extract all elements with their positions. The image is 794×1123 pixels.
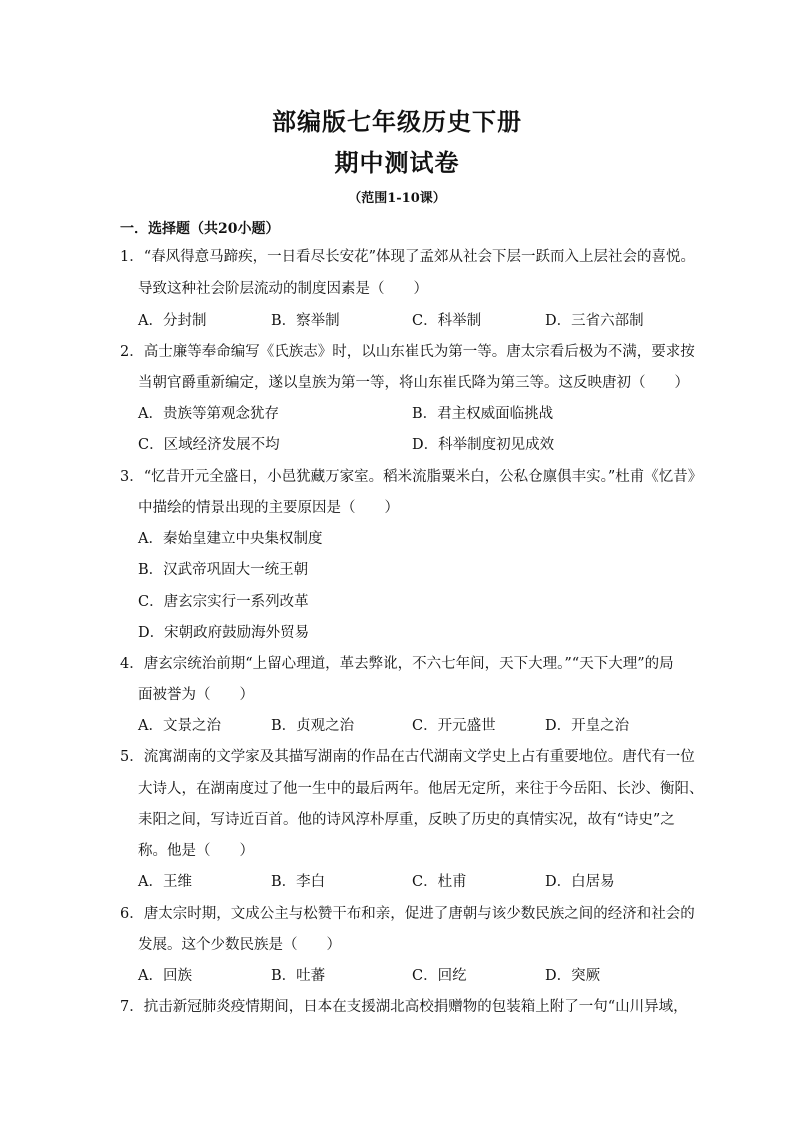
question-1-option-a[interactable]: A．分封制 bbox=[138, 313, 207, 329]
page-subtitle: 期中测试卷 bbox=[334, 148, 460, 177]
question-3-option-d[interactable]: D．宋朝政府鼓励海外贸易 bbox=[138, 625, 310, 641]
question-2-option-c[interactable]: C．区域经济发展不均 bbox=[138, 437, 280, 453]
question-5-line-3: 耒阳之间，写诗近百首。他的诗风淳朴厚重，反映了历史的真情实况，故有“诗史”之 bbox=[138, 812, 675, 828]
question-1-line-2: 导致这种社会阶层流动的制度因素是（ ） bbox=[138, 281, 428, 297]
question-3-option-b[interactable]: B．汉武帝巩固大一统王朝 bbox=[138, 562, 309, 578]
question-4-option-d[interactable]: D．开皇之治 bbox=[545, 718, 630, 734]
question-7-line-1: 7．抗击新冠肺炎疫情期间，日本在支援湖北高校捐赠物的包装箱上附了一句“山川异域， bbox=[120, 999, 688, 1015]
question-5-line-2: 大诗人，在湖南度过了他一生中的最后两年。他居无定所，来往于今岳阳、长沙、衡阳、 bbox=[138, 781, 704, 797]
question-1-option-b[interactable]: B．察举制 bbox=[271, 313, 340, 329]
question-1-option-d[interactable]: D．三省六部制 bbox=[545, 313, 644, 329]
question-4-option-a[interactable]: A．文景之治 bbox=[138, 718, 221, 734]
question-6-option-a[interactable]: A．回族 bbox=[138, 968, 192, 984]
question-1-line-1: 1．“春风得意马蹄疾，一日看尽长安花”体现了孟郊从社会下层一跃而入上层社会的喜悦。 bbox=[120, 249, 696, 265]
question-5-option-c[interactable]: C．杜甫 bbox=[412, 874, 467, 890]
question-3-line-1: 3．“忆昔开元全盛日，小邑犹藏万家室。稻米流脂粟米白，公私仓廪俱丰实。”杜甫《忆昔》 bbox=[120, 469, 703, 485]
page-title: 部编版七年级历史下册 bbox=[272, 107, 522, 136]
question-1-option-c[interactable]: C．科举制 bbox=[412, 313, 482, 329]
question-6-option-c[interactable]: C．回纥 bbox=[412, 968, 467, 984]
question-5-option-a[interactable]: A．王维 bbox=[138, 874, 192, 890]
question-4-line-2: 面被誉为（ ） bbox=[138, 687, 254, 703]
question-5-option-d[interactable]: D．白居易 bbox=[545, 874, 615, 890]
question-5-option-b[interactable]: B．李白 bbox=[271, 874, 326, 890]
question-2-option-b[interactable]: B．君主权威面临挑战 bbox=[412, 406, 554, 422]
question-2-line-1: 2．高士廉等奉命编写《氏族志》时，以山东崔氏为第一等。唐太宗看后极为不满，要求按 bbox=[120, 344, 695, 360]
question-2-option-d[interactable]: D．科举制度初见成效 bbox=[412, 437, 555, 453]
question-4-line-1: 4．唐玄宗统治前期“上留心理道，革去弊讹，不六七年间，天下大理。”“天下大理”的局 bbox=[120, 656, 674, 672]
question-5-line-4: 称。他是（ ） bbox=[138, 843, 254, 859]
question-2-line-2: 当朝官爵重新编定，遂以皇族为第一等，将山东崔氏降为第三等。这反映唐初（ ） bbox=[138, 375, 689, 391]
question-3-line-2: 中描绘的情景出现的主要原因是（ ） bbox=[138, 500, 399, 516]
question-6-option-b[interactable]: B．吐蕃 bbox=[271, 968, 326, 984]
question-2-option-a[interactable]: A．贵族等第观念犹存 bbox=[138, 406, 279, 422]
question-4-option-b[interactable]: B．贞观之治 bbox=[271, 718, 355, 734]
question-3-option-c[interactable]: C．唐玄宗实行一系列改革 bbox=[138, 594, 309, 610]
question-6-line-1: 6．唐太宗时期，文成公主与松赞干布和亲，促进了唐朝与该少数民族之间的经济和社会的 bbox=[120, 906, 695, 922]
exam-range: （范围1-10课） bbox=[348, 191, 446, 206]
question-4-option-c[interactable]: C．开元盛世 bbox=[412, 718, 496, 734]
question-5-line-1: 5．流寓湖南的文学家及其描写湖南的作品在古代湖南文学史上占有重要地位。唐代有一位 bbox=[120, 749, 695, 765]
section-heading: 一．选择题（共20小题） bbox=[120, 221, 280, 237]
question-6-option-d[interactable]: D．突厥 bbox=[545, 968, 601, 984]
question-6-line-2: 发展。这个少数民族是（ ） bbox=[138, 937, 341, 953]
question-3-option-a[interactable]: A．秦始皇建立中央集权制度 bbox=[138, 531, 323, 547]
